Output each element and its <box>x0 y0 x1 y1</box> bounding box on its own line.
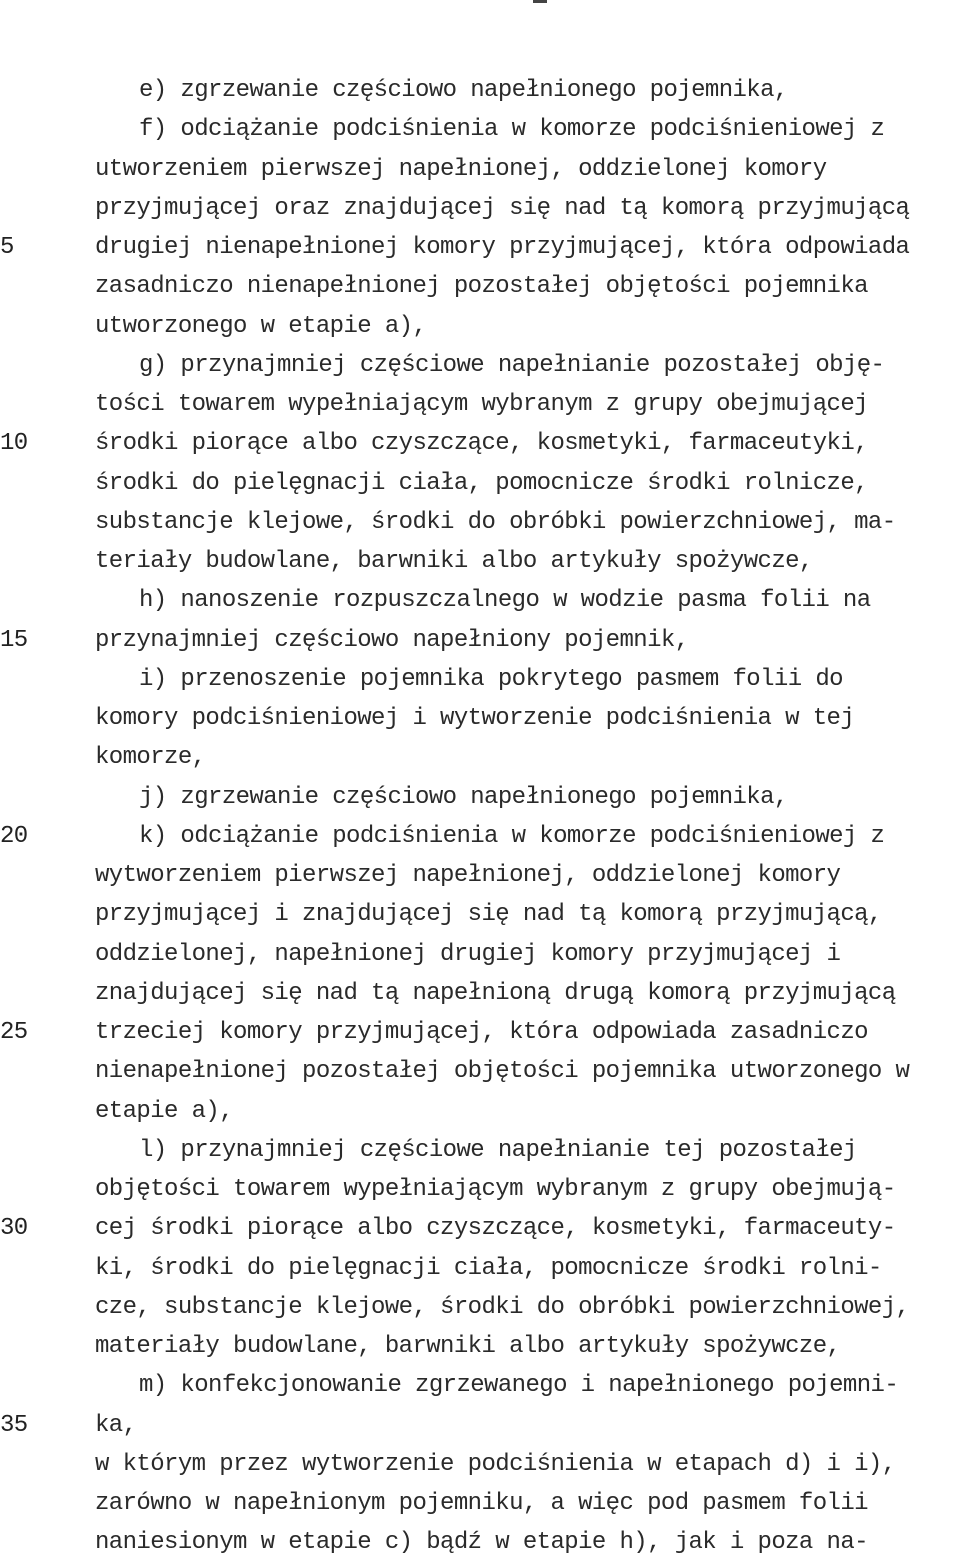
line-text: nienapełnionej pozostałej objętości pojemnika utworzonego w <box>95 1058 910 1086</box>
line-text: k) odciążanie podciśnienia w komorze podciśnieniowej z <box>139 822 885 850</box>
line-text: wytworzeniem pierwszej napełnionej, oddzielonej komory <box>95 862 841 889</box>
line-text: teriały budowlane, barwniki albo artykuły spożywcze, <box>95 548 813 575</box>
line-text: l) przynajmniej częściowe napełnianie tej pozostałej <box>139 1136 857 1164</box>
line-text: g) przynajmniej częściowe napełnianie pozostałej obję- <box>139 351 885 379</box>
page-top-mark <box>533 0 547 3</box>
line-text: ka, <box>95 1411 137 1439</box>
text-line <box>0 817 960 856</box>
text-line <box>0 1170 960 1209</box>
line-text: utworzonego w etapie a), <box>95 312 427 340</box>
line-text: substancje klejowe, środki do obróbki powierzchniowej, ma- <box>95 508 896 536</box>
line-text: przynajmniej częściowo napełniony pojemnik, <box>95 626 689 654</box>
text-line <box>0 307 960 346</box>
line-number: 20 <box>0 822 28 850</box>
text-line <box>0 581 960 620</box>
text-line <box>0 1288 960 1327</box>
line-text: przyjmującej oraz znajdującej się nad tą komorą przyjmującą <box>95 194 910 222</box>
text-line <box>0 1249 960 1288</box>
text-line <box>0 267 960 306</box>
line-text: zasadniczo nienapełnionej pozostałej objętości pojemnika <box>95 273 868 301</box>
line-text: komory podciśnieniowej i wytworzenie podciśnienia w tej <box>95 705 855 732</box>
text-line <box>0 189 960 228</box>
line-text: f) odciążanie podciśnienia w komorze podciśnieniowej z <box>139 116 885 144</box>
line-text: cej środki piorące albo czyszczące, kosmetyki, farmaceuty- <box>95 1215 896 1243</box>
line-text: m) konfekcjonowanie zgrzewanego i napełnionego pojemni- <box>139 1372 899 1400</box>
line-text: środki piorące albo czyszczące, kosmetyki, farmaceutyki, <box>95 430 868 458</box>
text-line <box>0 228 960 267</box>
text-line <box>0 974 960 1013</box>
text-line <box>0 699 960 738</box>
text-line <box>0 1327 960 1366</box>
line-text: tości towarem wypełniającym wybranym z grupy obejmującej <box>95 391 868 418</box>
line-text: komorze, <box>95 744 206 772</box>
line-text: materiały budowlane, barwniki albo artykuły spożywcze, <box>95 1333 841 1360</box>
text-line <box>0 895 960 934</box>
line-text: etapie a), <box>95 1097 234 1125</box>
line-text: w którym przez wytworzenie podciśnienia w etapach d) i i), <box>95 1450 896 1478</box>
text-line <box>0 346 960 385</box>
text-line <box>0 1406 960 1445</box>
line-text: ki, środki do pielęgnacji ciała, pomocnicze środki rolni- <box>95 1254 882 1282</box>
text-line <box>0 856 960 895</box>
text-line <box>0 1366 960 1405</box>
text-line <box>0 71 960 110</box>
text-line <box>0 385 960 424</box>
line-number: 35 <box>0 1411 28 1439</box>
line-text: j) zgrzewanie częściowo napełnionego pojemnika, <box>139 783 788 811</box>
text-line <box>0 778 960 817</box>
line-text: e) zgrzewanie częściowo napełnionego pojemnika, <box>139 77 788 104</box>
text-line <box>0 503 960 542</box>
text-line <box>0 1523 960 1562</box>
line-number: 30 <box>0 1215 28 1243</box>
text-line <box>0 738 960 777</box>
line-text: h) nanoszenie rozpuszczalnego w wodzie pasma folii na <box>139 587 871 615</box>
text-line <box>0 1013 960 1052</box>
line-text: oddzielonej, napełnionej drugiej komory przyjmującej i <box>95 940 841 968</box>
text-line <box>0 424 960 463</box>
line-text: i) przenoszenie pojemnika pokrytego pasmem folii do <box>139 665 843 693</box>
text-line <box>0 1445 960 1484</box>
text-line <box>0 1484 960 1523</box>
line-text: zarówno w napełnionym pojemniku, a więc pod pasmem folii <box>95 1490 868 1517</box>
text-line <box>0 542 960 581</box>
text-line <box>0 150 960 189</box>
line-text: utworzeniem pierwszej napełnionej, oddzielonej komory <box>95 155 827 183</box>
text-line <box>0 621 960 660</box>
document-page <box>0 71 960 1563</box>
line-text: środki do pielęgnacji ciała, pomocnicze środki rolnicze, <box>95 469 868 497</box>
text-line <box>0 1209 960 1248</box>
line-number: 5 <box>0 234 14 261</box>
line-text: cze, substancje klejowe, środki do obróbki powierzchniowej, <box>95 1293 910 1321</box>
text-line <box>0 660 960 699</box>
text-line <box>0 110 960 149</box>
text-line <box>0 935 960 974</box>
line-text: objętości towarem wypełniającym wybranym z grupy obejmują- <box>95 1176 896 1203</box>
text-line <box>0 464 960 503</box>
line-number: 25 <box>0 1019 28 1046</box>
line-text: znajdującej się nad tą napełnioną drugą komorą przyjmującą <box>95 979 896 1007</box>
line-number: 10 <box>0 430 28 458</box>
text-line <box>0 1092 960 1131</box>
line-text: drugiej nienapełnionej komory przyjmującej, która odpowiada <box>95 234 910 261</box>
line-text: przyjmującej i znajdującej się nad tą komorą przyjmującą, <box>95 901 882 929</box>
line-number: 15 <box>0 626 28 654</box>
text-line <box>0 1052 960 1091</box>
line-text: naniesionym w etapie c) bądź w etapie h), jak i poza na- <box>95 1529 868 1557</box>
text-line <box>0 1131 960 1170</box>
line-text: trzeciej komory przyjmującej, która odpowiada zasadniczo <box>95 1019 868 1046</box>
